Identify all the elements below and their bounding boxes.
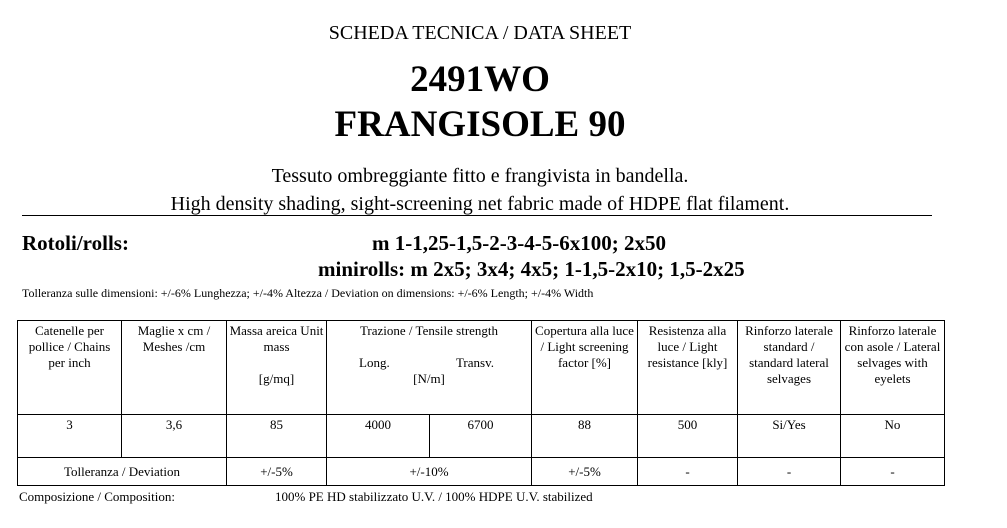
tensile-transv: Transv. xyxy=(455,355,494,370)
tolerance-screening: +/-5% xyxy=(532,458,638,486)
tolerance-unit-mass: +/-5% xyxy=(227,458,327,486)
description-en: High density shading, sight-screening net fabric made of HDPE flat filament. xyxy=(170,193,790,215)
composition-label: Composizione / Composition: xyxy=(19,489,176,504)
value-screening: 88 xyxy=(532,415,638,458)
tolerance-light-resistance: - xyxy=(638,458,738,486)
spec-table xyxy=(17,320,945,486)
value-meshes: 3,6 xyxy=(122,415,227,458)
tolerance-label: Tolleranza / Deviation xyxy=(18,458,227,486)
minirolls-value: minirolls: m 2x5; 3x4; 4x5; 1-1,5-2x10; 1,5-2x25 xyxy=(318,257,745,281)
header-eyelet-selvages: Rinforzo laterale con asole / Lateral selvages with eyelets xyxy=(841,321,945,415)
product-code: 2491WO xyxy=(410,59,550,100)
values-row xyxy=(18,415,945,458)
value-tensile-transv: 6700 xyxy=(430,415,532,458)
tolerance-standard-selvages: - xyxy=(738,458,841,486)
tensile-long: Long. xyxy=(359,355,390,370)
tolerance-eyelet-selvages: - xyxy=(841,458,945,486)
rolls-value: m 1-1,25-1,5-2-3-4-5-6x100; 2x50 xyxy=(372,231,666,255)
unit-mass-label: Massa areica Unit mass xyxy=(229,323,324,354)
dimension-tolerance: Tolleranza sulle dimensioni: +/-6% Lunghezza; +/-4% Altezza / Deviation on dimensions: +/-6% Length; +/-4% Width xyxy=(22,286,594,300)
value-unit-mass: 85 xyxy=(227,415,327,458)
header-tensile xyxy=(327,321,532,415)
header-unit-mass xyxy=(227,321,327,415)
value-eyelet-selvages: No xyxy=(841,415,945,458)
tolerance-tensile: +/-10% xyxy=(327,458,532,486)
tensile-unit: [N/m] xyxy=(413,371,445,386)
divider xyxy=(22,215,932,216)
tensile-label: Trazione / Tensile strength xyxy=(359,323,499,338)
value-chains: 3 xyxy=(18,415,122,458)
header-light-resistance: Resistenza alla luce / Light resistance [kly] xyxy=(638,321,738,415)
composition-value: 100% PE HD stabilizzato U.V. / 100% HDPE U.V. stabilized xyxy=(275,489,593,504)
header-standard-selvages: Rinforzo laterale standard / standard lateral selvages xyxy=(738,321,841,415)
description-it: Tessuto ombreggiante fitto e frangivista in bandella. xyxy=(271,165,689,187)
value-light-resistance: 500 xyxy=(638,415,738,458)
sheet-label: SCHEDA TECNICA / DATA SHEET xyxy=(328,22,632,44)
header-screening: Copertura alla luce / Light screening factor [%] xyxy=(532,321,638,415)
rolls-label: Rotoli/rolls: xyxy=(22,231,129,255)
tolerance-row xyxy=(18,458,945,486)
value-standard-selvages: Si/Yes xyxy=(738,415,841,458)
header-row xyxy=(18,321,945,415)
unit-mass-unit: [g/mq] xyxy=(258,371,295,386)
header-chains: Catenelle per pollice / Chains per inch xyxy=(18,321,122,415)
product-name: FRANGISOLE 90 xyxy=(334,104,626,145)
header-meshes: Maglie x cm / Meshes /cm xyxy=(122,321,227,415)
value-tensile-long: 4000 xyxy=(327,415,430,458)
